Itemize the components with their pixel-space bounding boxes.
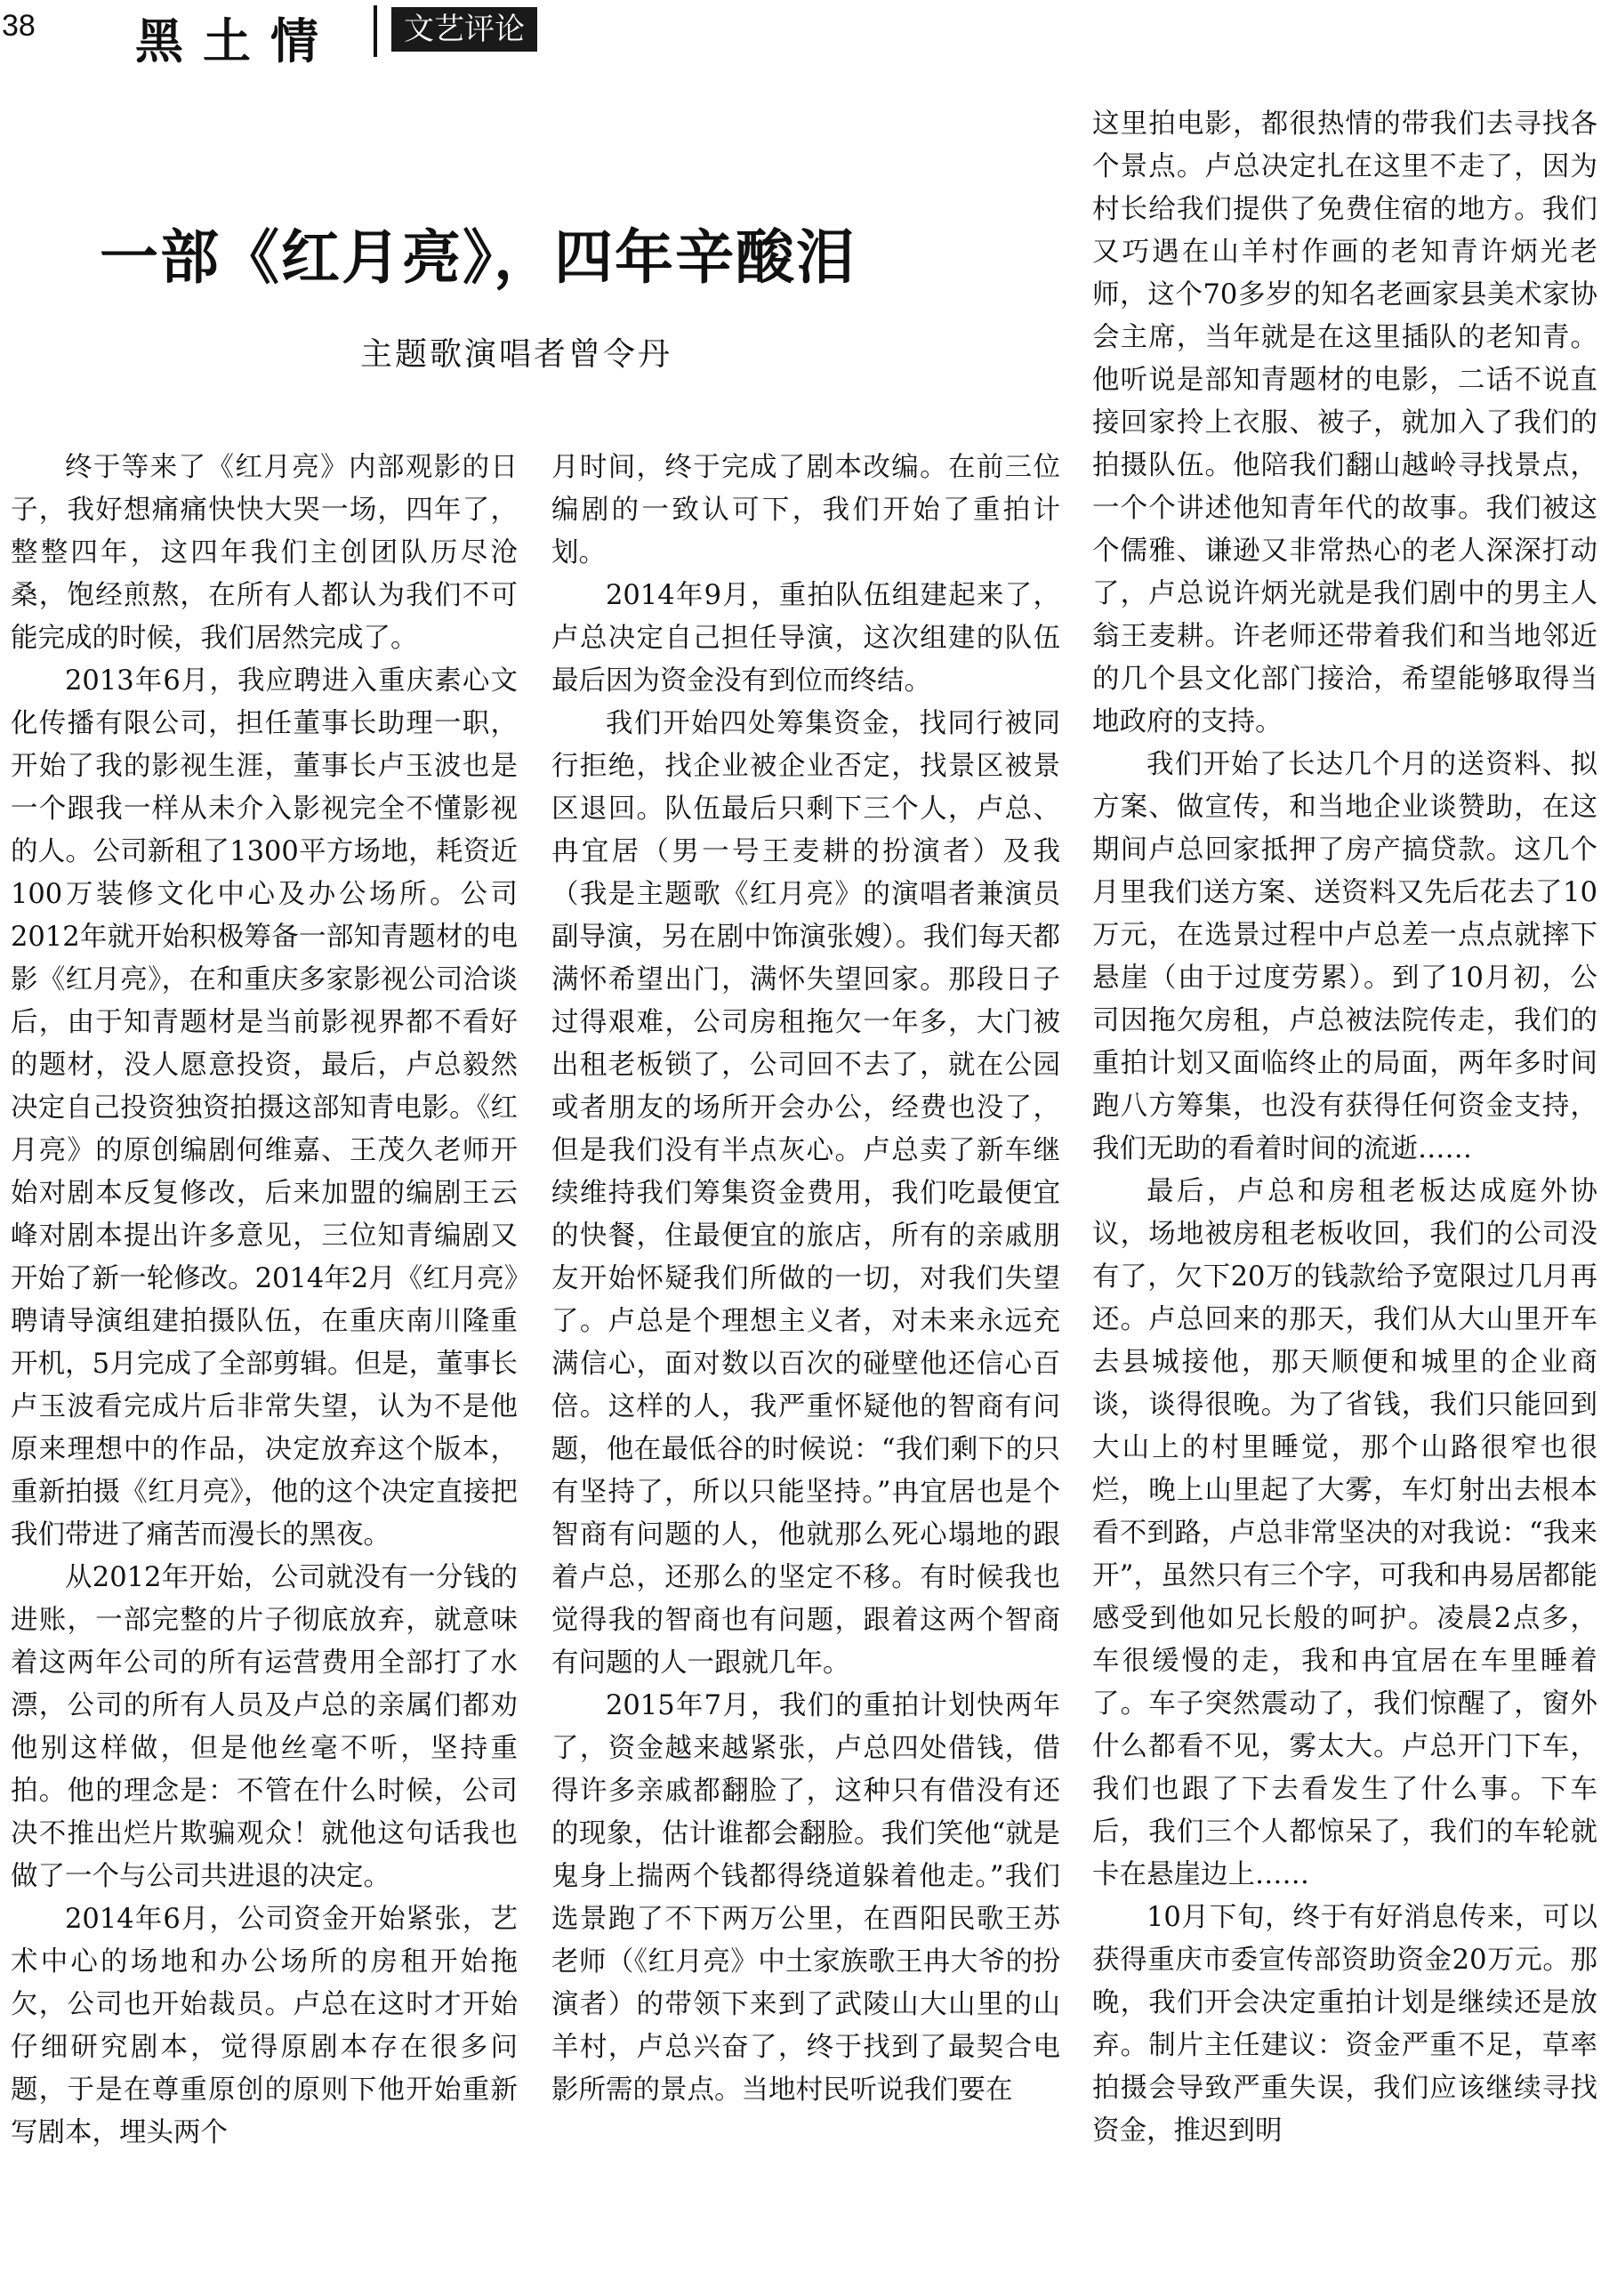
paragraph: 这里拍电影，都很热情的带我们去寻找各个景点。卢总决定扎在这里不走了，因为村长给我们提供了免费住宿的地方。我们又巧遇在山羊村作画的老知青许炳光老师，这个70多岁的知名老画家县美术家协会主席，当年就是在这里插队的老知青。他听说是部知青题材的电影，二话不说直接回家拎上衣服、被子，就加入了我们的拍摄队伍。他陪我们翻山越岭寻找景点，一个个讲述他知青年代的故事。我们被这个儒雅、谦逊又非常热心的老人深深打动了，卢总说许炳光就是我们剧中的男主人翁王麦耕。许老师还带着我们和当地邻近的几个县文化部门接洽，希望能够取得当地政府的支持。 [1092, 109, 1597, 737]
page-number: 38 [2, 9, 36, 43]
paragraph: 2013年6月，我应聘进入重庆素心文化传播有限公司，担任董事长助理一职，开始了我的影视生涯，董事长卢玉波也是一个跟我一样从未介入影视完全不懂影视的人。公司新租了1300平方场地，耗资近100万装修文化中心及办公场所。公司2012年就开始积极筹备一部知青题材的电影《红月亮》，在和重庆多家影视公司洽谈后，由于知青题材是当前影视界都不看好的题材，没人愿意投资，最后，卢总毅然决定自己投资独资拍摄这部知青电影。《红月亮》的原创编剧何维嘉、王茂久老师开始对剧本反复修改，后来加盟的编剧王云峰对剧本提出许多意见，三位知青编剧又开始了新一轮修改。2014年2月《红月亮》聘请导演组建拍摄队伍，在重庆南川隆重开机，5月完成了全部剪辑。但是，董事长卢玉波看完成片后非常失望，认为不是他原来理想中的作品，决定放弃这个版本，重新拍摄《红月亮》，他的这个决定直接把我们带进了痛苦而漫长的黑夜。 [11, 665, 518, 1551]
paragraph: 最后，卢总和房租老板达成庭外协议，场地被房租老板收回，我们的公司没有了，欠下20万的钱款给予宽限过几月再还。卢总回来的那天，我们从大山里开车去县城接他，那天顺便和城里的企业商谈，谈得很晚。为了省钱，我们只能回到大山上的村里睡觉，那个山路很窄也很烂，晚上山里起了大雾，车灯射出去根本看不到路，卢总非常坚决的对我说：“我来开”，虽然只有三个字，可我和冉易居都能感受到他如兄长般的呵护。凌晨2点多，车很缓慢的走，我和冉宜居在车里睡着了。车子突然震动了，我们惊醒了，窗外什么都看不见，雾太大。卢总开门下车，我们也跟了下去看发生了什么事。下车后，我们三个人都惊呆了，我们的车轮就卡在悬崖边上…… [1092, 1176, 1597, 1890]
section-label: 文艺评论 [391, 7, 537, 52]
article-title: 一部《红月亮》，四年辛酸泪 [100, 223, 857, 292]
paragraph: 10月下旬，终于有好消息传来，可以获得重庆市委宣传部资助资金20万元。那晚，我们开会决定重拍计划是继续还是放弃。制片主任建议：资金严重不足，草率拍摄会导致严重失误，我们应该继续寻找资金，推迟到明 [1092, 1902, 1597, 2147]
paragraph: 我们开始了长达几个月的送资料、拟方案、做宣传，和当地企业谈赞助，在这期间卢总回家抵押了房产搞贷款。这几个月里我们送方案、送资料又先后花去了10万元，在选景过程中卢总差一点点就摔下悬崖（由于过度劳累）。到了10月初，公司因拖欠房租，卢总被法院传走，我们的重拍计划又面临终止的局面，两年多时间跑八方筹集，也没有获得任何资金支持，我们无助的看着时间的流逝…… [1092, 749, 1597, 1164]
paragraph: 我们开始四处筹集资金，找同行被同行拒绝，找企业被企业否定，找景区被景区退回。队伍最后只剩下三个人，卢总、冉宜居（男一号王麦耕的扮演者）及我（我是主题歌《红月亮》的演唱者兼演员副导演，另在剧中饰演张嫂）。我们每天都满怀希望出门，满怀失望回家。那段日子过得艰难，公司房租拖欠一年多，大门被出租老板锁了，公司回不去了，就在公园或者朋友的场所开会办公，经费也没了，但是我们没有半点灰心。卢总卖了新车继续维持我们筹集资金费用，我们吃最便宜的快餐，住最便宜的旅店，所有的亲戚朋友开始怀疑我们所做的一切，对我们失望了。卢总是个理想主义者，对未来永远充满信心，面对数以百次的碰壁他还信心百倍。这样的人，我严重怀疑他的智商有问题，他在最低谷的时候说：“我们剩下的只有坚持了，所以只能坚持。”冉宜居也是个智商有问题的人，他就那么死心塌地的跟着卢总，还那么的坚定不移。有时候我也觉得我的智商也有问题，跟着这两个智商有问题的人一跟就几年。 [551, 708, 1060, 1679]
paragraph: 从2012年开始，公司就没有一分钱的进账，一部完整的片子彻底放弃，就意味着这两年公司的所有运营费用全部打了水漂，公司的所有人员及卢总的亲属们都劝他别这样做，但是他丝毫不听，坚持重拍。他的理念是：不管在什么时候，公司决不推出烂片欺骗观众！就他这句话我也做了一个与公司共进退的决定。 [11, 1562, 518, 1892]
paragraph: 2014年6月，公司资金开始紧张，艺术中心的场地和办公场所的房租开始拖欠，公司也开始裁员。卢总在这时才开始仔细研究剧本，觉得原剧本存在很多问题，于是在尊重原创的原则下他开始重新写剧本，埋头两个 [11, 1904, 518, 2148]
header-divider [374, 5, 377, 57]
text-column-3 [1092, 103, 1597, 2153]
paragraph: 2014年9月，重拍队伍组建起来了，卢总决定自己担任导演，这次组建的队伍最后因为资金没有到位而终结。 [551, 580, 1060, 697]
text-column-2 [551, 447, 1060, 2112]
text-column-1 [11, 447, 518, 2155]
paragraph: 2015年7月，我们的重拍计划快两年了，资金越来越紧张，卢总四处借钱，借得许多亲戚都翻脸了，这种只有借没有还的现象，估计谁都会翻脸。我们笑他“就是鬼身上揣两个钱都得绕道躲着他走。”我们选景跑了不下两万公里，在酉阳民歌王苏老师（《红月亮》中土家族歌王冉大爷的扮演者）的带领下来到了武陵山大山里的山羊村，卢总兴奋了，终于找到了最契合电影所需的景点。当地村民听说我们要在 [551, 1690, 1060, 2106]
paragraph: 月时间，终于完成了剧本改编。在前三位编剧的一致认可下，我们开始了重拍计划。 [551, 452, 1060, 568]
magazine-logo: 黑土情 [135, 12, 338, 69]
article-byline: 主题歌演唱者曾令丹 [360, 336, 673, 373]
paragraph: 终于等来了《红月亮》内部观影的日子，我好想痛痛快快大哭一场，四年了，整整四年，这四年我们主创团队历尽沧桑，饱经煎熬，在所有人都认为我们不可能完成的时候，我们居然完成了。 [11, 452, 518, 654]
